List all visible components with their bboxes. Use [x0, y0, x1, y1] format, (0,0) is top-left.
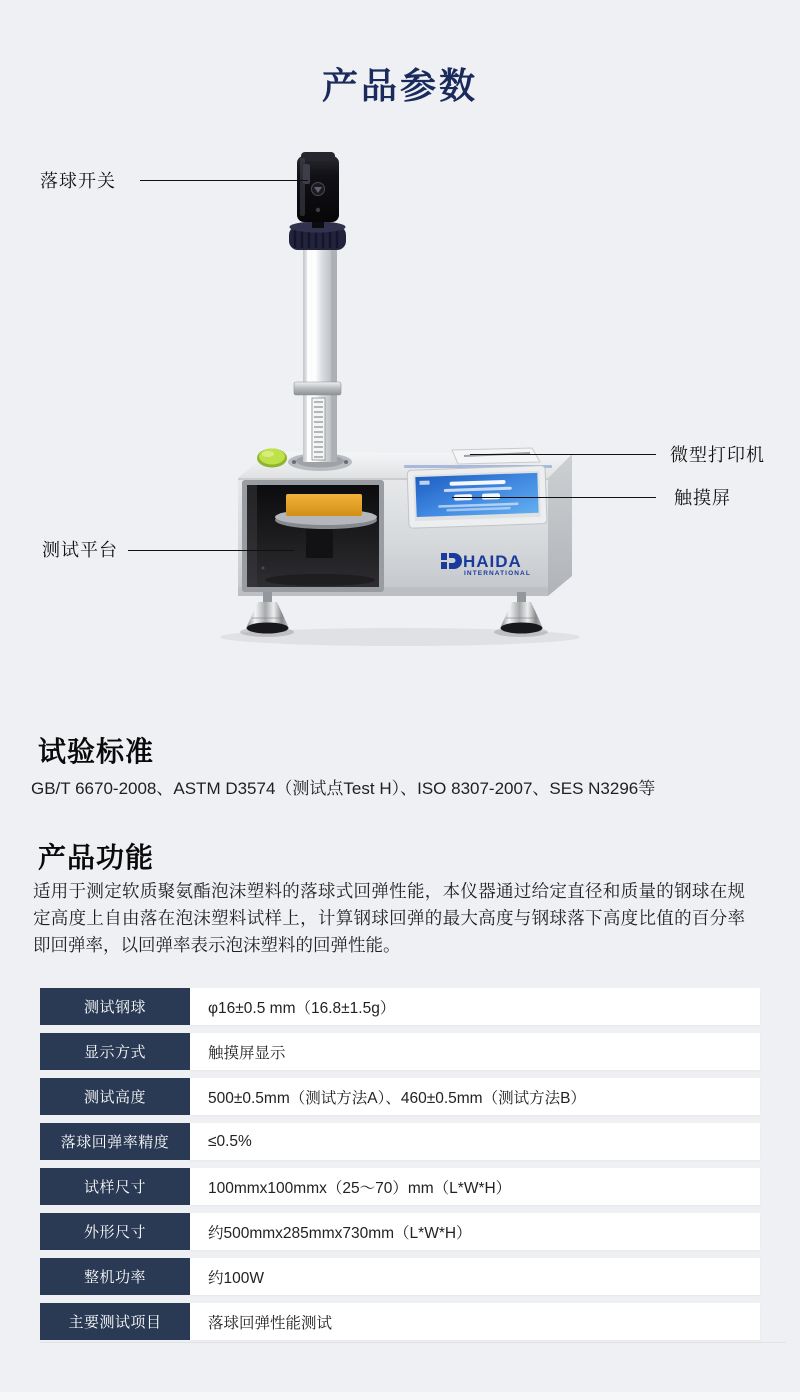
- spec-row-main-test: [40, 1303, 760, 1340]
- features-heading: 产品功能: [38, 842, 155, 873]
- standards-heading: 试验标准: [38, 736, 155, 767]
- callout-label-printer: 微型打印机: [670, 445, 765, 465]
- logo-text-international: INTERNATIONAL: [464, 570, 531, 577]
- foam-sample: [286, 494, 362, 516]
- spec-table: [40, 988, 760, 1348]
- callout-line-drop-ball-switch: [140, 180, 308, 181]
- spec-value: 500±0.5mm（测试方法A）、460±0.5mm（测试方法B）: [190, 1078, 760, 1115]
- platform-pedestal: [306, 528, 333, 558]
- page-title: 产品参数: [321, 65, 478, 106]
- test-chamber: [242, 480, 384, 592]
- spec-row-sample-size: [40, 1168, 760, 1205]
- logo-text-haida: HAIDA: [463, 552, 522, 571]
- table-end-divider: [40, 1342, 786, 1343]
- features-text: 适用于测定软质聚氨酯泡沫塑料的落球式回弹性能，本仪器通过给定直径和质量的钢球在规定高度上自由落在泡沫塑料试样上，计算钢球回弹的最大高度与钢球落下高度比值的百分率即回弹率，以回弹率表示泡沫塑料的回弹性能。: [33, 881, 745, 955]
- machine-feet: [247, 592, 543, 634]
- product-figure: [0, 140, 800, 660]
- drop-ball-switch: [297, 152, 339, 228]
- spec-label: 显示方式: [40, 1033, 190, 1070]
- printer-slot: [452, 448, 540, 464]
- release-button: [257, 449, 287, 468]
- spec-row-dimensions: [40, 1213, 760, 1250]
- spec-value: 约500mmx285mmx730mm（L*W*H）: [190, 1213, 760, 1250]
- callout-label-test-platform: 测试平台: [42, 540, 118, 560]
- spec-value: 100mmx100mmx（25～70）mm（L*W*H）: [190, 1168, 760, 1205]
- callout-line-printer: [470, 454, 656, 455]
- tube-ring: [294, 382, 341, 395]
- bottom-strip: [0, 1392, 800, 1400]
- spec-label: 主要测试项目: [40, 1303, 190, 1340]
- spec-row-test-height: [40, 1078, 760, 1115]
- spec-row-display: [40, 1033, 760, 1070]
- callout-line-touchscreen: [452, 497, 656, 498]
- callout-line-test-platform: [128, 550, 294, 551]
- spec-row-steel-ball: [40, 988, 760, 1025]
- callout-label-drop-ball-switch: 落球开关: [40, 171, 116, 191]
- spec-label: 落球回弹率精度: [40, 1123, 190, 1160]
- standards-text: GB/T 6670-2008、ASTM D3574（测试点Test H）、ISO 8307-2007、SES N3296等: [31, 779, 656, 798]
- spec-label: 测试钢球: [40, 988, 190, 1025]
- spec-value: φ16±0.5 mm（16.8±1.5g）: [190, 988, 760, 1025]
- spec-label: 测试高度: [40, 1078, 190, 1115]
- spec-value: 落球回弹性能测试: [190, 1303, 760, 1340]
- spec-label: 整机功率: [40, 1258, 190, 1295]
- spec-label: 试样尺寸: [40, 1168, 190, 1205]
- spec-value: ≤0.5%: [190, 1123, 760, 1160]
- spec-row-power: [40, 1258, 760, 1295]
- spec-value: 约100W: [190, 1258, 760, 1295]
- machine-illustration: [0, 140, 800, 660]
- drop-tube: [294, 248, 341, 462]
- spec-row-accuracy: [40, 1123, 760, 1160]
- spec-value: 触摸屏显示: [190, 1033, 760, 1070]
- callout-label-touchscreen: 触摸屏: [674, 488, 731, 508]
- spec-label: 外形尺寸: [40, 1213, 190, 1250]
